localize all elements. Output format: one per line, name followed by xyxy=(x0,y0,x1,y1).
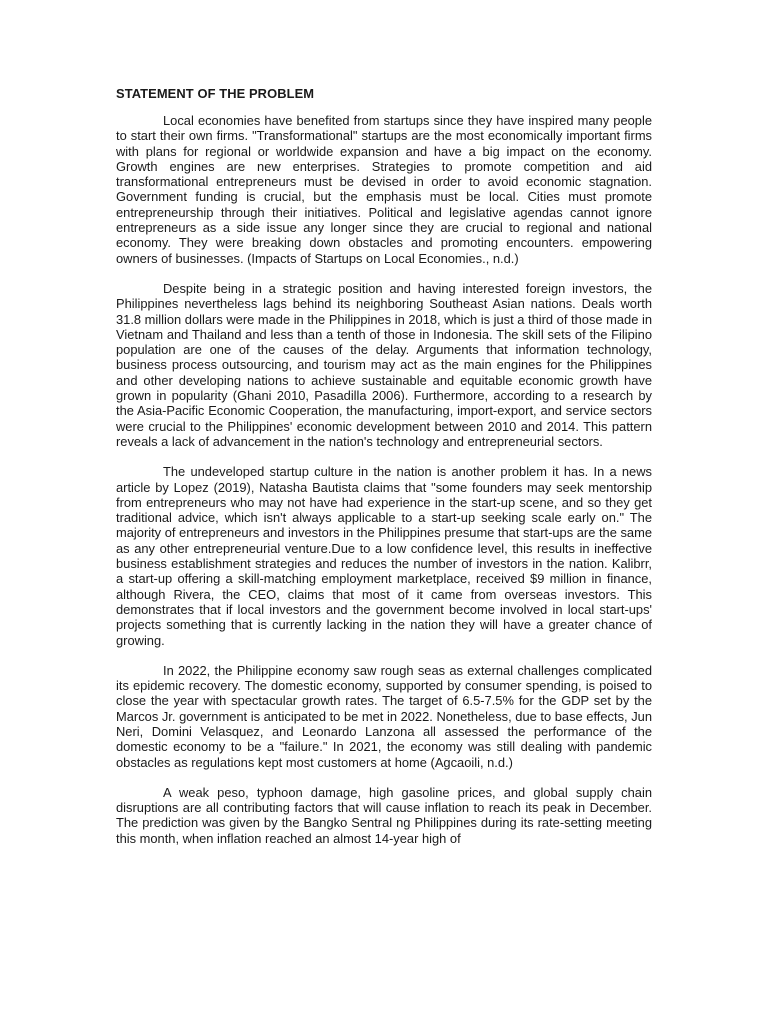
paragraph-startup-culture: The undeveloped startup culture in the nation is another problem it has. In a news article by Lopez (2019), Natasha Bautista claims that "some founders may seek mentorship from entrepreneurs who may not have had experience in the start-up scene, and so they get traditional advice, which isn't always applicable to a start-up seeking scale early on." The majority of entrepreneurs and investors in the Philippines presume that start-ups are the same as any other entrepreneurial venture.Due to a low confidence level, this results in ineffective business establishment strategies and reduces the number of investors in the nation. Kalibrr, a start-up offering a skill-matching employment marketplace, received $9 million in finance, although Rivera, the CEO, claims that most of it came from overseas investors. This demonstrates that if local investors and the government become involved in local start-ups' projects something that is currently lacking in the nation they will have a greater chance of growing. xyxy=(116,464,652,648)
page-title: STATEMENT OF THE PROBLEM xyxy=(116,86,315,101)
paragraph-startups-local-economies: Local economies have benefited from startups since they have inspired many people to start their own firms. "Transformational" startups are the most economically important firms with plans for regional or worldwide expansion and have a big impact on the economy. Growth engines are new enterprises. Strategies to promote competition and aid transformational entrepreneurs must be devised in order to avoid economic stagnation. Government funding is crucial, but the emphasis must be local. Cities must promote entrepreneurship through their initiatives. Political and legislative agendas cannot ignore entrepreneurs as a side issue any longer since they are crucial to regional and national economy. They were breaking down obstacles and promoting encounters. empowering owners of businesses. (Impacts of Startups on Local Economies., n.d.) xyxy=(116,113,652,266)
paragraph-economy-2022: In 2022, the Philippine economy saw rough seas as external challenges complicated its epidemic recovery. The domestic economy, supported by consumer spending, is poised to close the year with spectacular growth rates. The target of 6.5-7.5% for the GDP set by the Marcos Jr. government is anticipated to be met in 2022. Nonetheless, due to base effects, Jun Neri, Domini Velasquez, and Leonardo Lanzona all assessed the performance of the domestic economy to be a "failure." In 2021, the economy was still dealing with pandemic obstacles as regulations kept most customers at home (Agcaoili, n.d.) xyxy=(116,662,652,770)
document-page xyxy=(116,86,652,1024)
paragraph-inflation: A weak peso, typhoon damage, high gasoline prices, and global supply chain disruptions are all contributing factors that will cause inflation to reach its peak in December. The prediction was given by the Bangko Sentral ng Philippines during its rate-setting meeting this month, when inflation reached an almost 14-year high of xyxy=(116,784,652,846)
paragraph-philippines-lag: Despite being in a strategic position and having interested foreign investors, the Philippines nevertheless lags behind its neighboring Southeast Asian nations. Deals worth 31.8 million dollars were made in the Philippines in 2018, which is just a third of those made in Vietnam and Thailand and less than a tenth of those in Indonesia. The skill sets of the Filipino population are one of the causes of the delay. Arguments that information technology, business process outsourcing, and tourism may act as the main engines for the Philippines and other developing nations to achieve sustainable and equitable economic growth have grown in popularity (Ghani 2010, Pasadilla 2006). Furthermore, according to a research by the Asia-Pacific Economic Cooperation, the manufacturing, import-export, and service sectors were crucial to the Philippines' economic development between 2010 and 2014. This pattern reveals a lack of advancement in the nation's technology and entrepreneurial sectors. xyxy=(116,280,652,449)
